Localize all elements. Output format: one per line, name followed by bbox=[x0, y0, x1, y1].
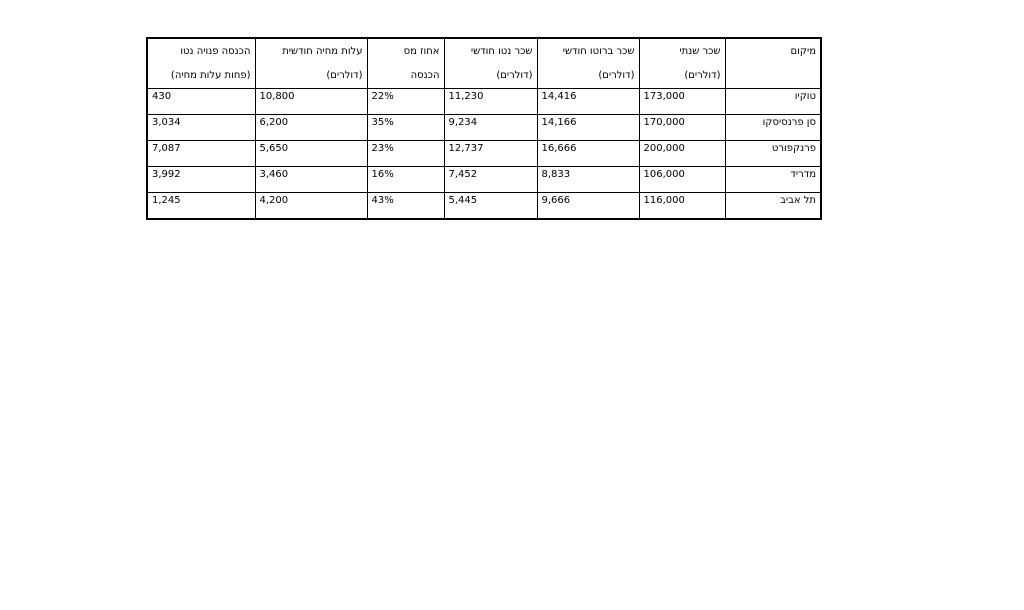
salary-comparison-table bbox=[146, 37, 822, 220]
header-location-label: מיקום bbox=[790, 46, 816, 57]
cell-net-monthly: 11,230 bbox=[444, 89, 537, 115]
cell-tax-rate: 43% bbox=[367, 193, 444, 220]
cell-gross-monthly: 14,166 bbox=[537, 115, 639, 141]
header-tax-rate bbox=[367, 38, 444, 89]
cell-living-cost: 4,200 bbox=[255, 193, 367, 220]
table-row bbox=[147, 89, 821, 115]
cell-disposable-income: 1,245 bbox=[147, 193, 255, 220]
header-disposable-income bbox=[147, 38, 255, 89]
header-tax-rate-label: אחוז מס bbox=[403, 46, 440, 57]
header-net-monthly-sub: (דולרים) bbox=[496, 70, 533, 81]
cell-living-cost: 10,800 bbox=[255, 89, 367, 115]
header-tax-rate-sub: הכנסה bbox=[410, 70, 440, 81]
cell-net-monthly: 7,452 bbox=[444, 167, 537, 193]
cell-disposable-income: 3,034 bbox=[147, 115, 255, 141]
cell-annual-salary: 106,000 bbox=[639, 167, 725, 193]
cell-disposable-income: 7,087 bbox=[147, 141, 255, 167]
cell-location: טוקיו bbox=[725, 89, 821, 115]
cell-tax-rate: 22% bbox=[367, 89, 444, 115]
cell-living-cost: 5,650 bbox=[255, 141, 367, 167]
cell-location: סן פרנסיסקו bbox=[725, 115, 821, 141]
table-row bbox=[147, 141, 821, 167]
cell-gross-monthly: 16,666 bbox=[537, 141, 639, 167]
header-living-cost bbox=[255, 38, 367, 89]
table-row bbox=[147, 115, 821, 141]
cell-disposable-income: 430 bbox=[147, 89, 255, 115]
cell-annual-salary: 200,000 bbox=[639, 141, 725, 167]
cell-location: פרנקפורט bbox=[725, 141, 821, 167]
cell-tax-rate: 16% bbox=[367, 167, 444, 193]
cell-net-monthly: 5,445 bbox=[444, 193, 537, 220]
table-row bbox=[147, 193, 821, 220]
header-annual-salary-label: שכר שנתי bbox=[679, 46, 721, 57]
header-annual-salary bbox=[639, 38, 725, 89]
cell-disposable-income: 3,992 bbox=[147, 167, 255, 193]
cell-annual-salary: 116,000 bbox=[639, 193, 725, 220]
header-net-monthly bbox=[444, 38, 537, 89]
header-row bbox=[147, 38, 821, 89]
header-location bbox=[725, 38, 821, 89]
header-living-cost-sub: (דולרים) bbox=[326, 70, 363, 81]
cell-living-cost: 6,200 bbox=[255, 115, 367, 141]
header-disposable-income-sub: (פחות עלות מחיה) bbox=[170, 70, 251, 81]
cell-net-monthly: 9,234 bbox=[444, 115, 537, 141]
header-gross-monthly bbox=[537, 38, 639, 89]
cell-location: מדריד bbox=[725, 167, 821, 193]
cell-gross-monthly: 8,833 bbox=[537, 167, 639, 193]
cell-gross-monthly: 9,666 bbox=[537, 193, 639, 220]
header-annual-salary-sub: (דולרים) bbox=[684, 70, 721, 81]
header-net-monthly-label: שכר נטו חודשי bbox=[470, 46, 533, 57]
cell-living-cost: 3,460 bbox=[255, 167, 367, 193]
cell-annual-salary: 173,000 bbox=[639, 89, 725, 115]
cell-tax-rate: 35% bbox=[367, 115, 444, 141]
cell-net-monthly: 12,737 bbox=[444, 141, 537, 167]
cell-location: תל אביב bbox=[725, 193, 821, 220]
header-gross-monthly-sub: (דולרים) bbox=[598, 70, 635, 81]
header-gross-monthly-label: שכר ברוטו חודשי bbox=[562, 46, 635, 57]
cell-tax-rate: 23% bbox=[367, 141, 444, 167]
cell-gross-monthly: 14,416 bbox=[537, 89, 639, 115]
header-living-cost-label: עלות מחיה חודשית bbox=[282, 46, 363, 57]
header-disposable-income-label: הכנסה פנויה נטו bbox=[180, 46, 251, 57]
cell-annual-salary: 170,000 bbox=[639, 115, 725, 141]
table-row bbox=[147, 167, 821, 193]
